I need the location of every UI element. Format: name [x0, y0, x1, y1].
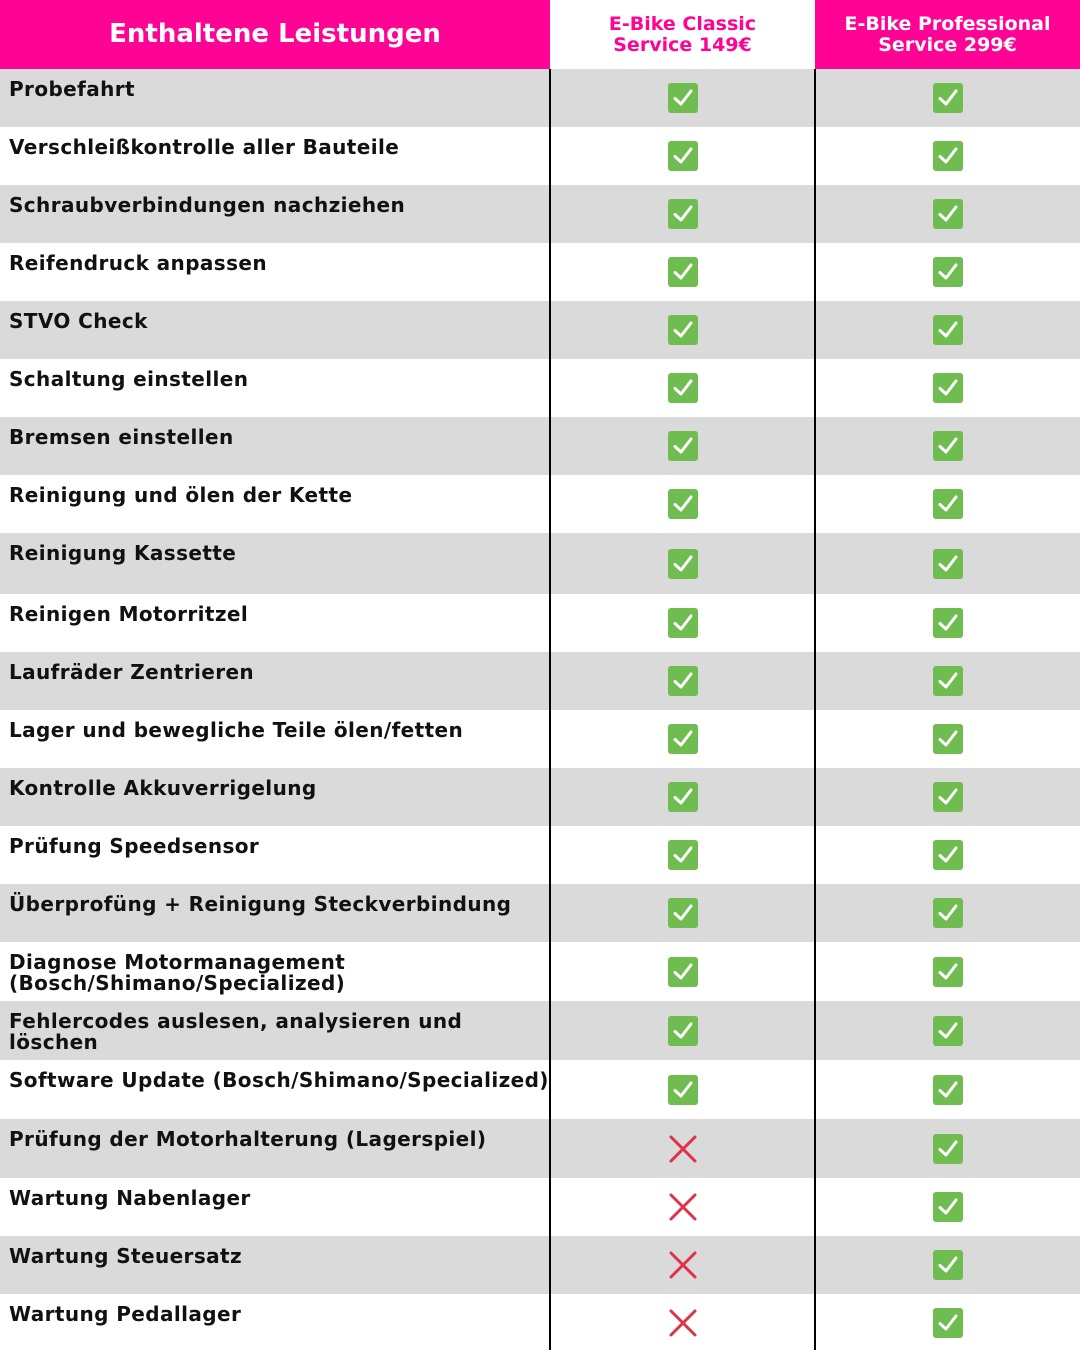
- professional-cell: [815, 652, 1080, 710]
- table-row: [0, 710, 1080, 768]
- table-row: [0, 1119, 1080, 1178]
- table-row: [0, 533, 1080, 594]
- check-icon: [933, 1075, 963, 1105]
- check-icon: [668, 782, 698, 812]
- feature-label: Prüfung Speedsensor: [9, 834, 260, 858]
- classic-cell: [550, 710, 815, 768]
- feature-label: Schraubverbindungen nachziehen: [9, 193, 406, 217]
- classic-cell: [550, 417, 815, 475]
- feature-label: Reifendruck anpassen: [9, 251, 268, 275]
- check-icon: [668, 83, 698, 113]
- check-icon: [668, 666, 698, 696]
- feature-label: Verschleißkontrolle aller Bauteile: [9, 135, 400, 159]
- table-row: [0, 1294, 1080, 1352]
- professional-cell: [815, 1178, 1080, 1236]
- column-divider: [814, 69, 816, 1350]
- table-body: [0, 69, 1080, 1352]
- classic-cell: [550, 942, 815, 1001]
- check-icon: [933, 1308, 963, 1338]
- check-icon: [933, 199, 963, 229]
- check-icon: [933, 83, 963, 113]
- cross-icon: [668, 1250, 698, 1280]
- classic-cell: [550, 127, 815, 185]
- feature-label: Prüfung der Motorhalterung (Lagerspiel): [9, 1127, 487, 1151]
- professional-cell: [815, 826, 1080, 884]
- classic-cell: [550, 1178, 815, 1236]
- professional-cell: [815, 884, 1080, 942]
- professional-cell: [815, 69, 1080, 127]
- check-icon: [933, 1250, 963, 1280]
- classic-service-header: [550, 0, 815, 69]
- features-column-header: [0, 0, 550, 69]
- check-icon: [668, 840, 698, 870]
- table-row: [0, 942, 1080, 1001]
- classic-cell: [550, 243, 815, 301]
- professional-cell: [815, 185, 1080, 243]
- check-icon: [668, 898, 698, 928]
- table-row: [0, 127, 1080, 185]
- professional-cell: [815, 1294, 1080, 1352]
- column-divider: [549, 69, 551, 1350]
- check-icon: [933, 431, 963, 461]
- check-icon: [668, 373, 698, 403]
- classic-cell: [550, 359, 815, 417]
- cross-icon: [668, 1308, 698, 1338]
- check-icon: [933, 315, 963, 345]
- classic-service-name: E-Bike Classic: [608, 12, 757, 35]
- check-icon: [933, 666, 963, 696]
- feature-label: Reinigung und ölen der Kette: [9, 483, 353, 507]
- check-icon: [668, 957, 698, 987]
- check-icon: [668, 724, 698, 754]
- check-icon: [668, 141, 698, 171]
- check-icon: [668, 549, 698, 579]
- check-icon: [933, 608, 963, 638]
- classic-cell: [550, 301, 815, 359]
- check-icon: [668, 199, 698, 229]
- check-icon: [668, 1075, 698, 1105]
- check-icon: [933, 898, 963, 928]
- table-row: [0, 1001, 1080, 1060]
- check-icon: [668, 257, 698, 287]
- classic-cell: [550, 652, 815, 710]
- check-icon: [933, 840, 963, 870]
- cross-icon: [668, 1134, 698, 1164]
- classic-cell: [550, 768, 815, 826]
- feature-label: STVO Check: [9, 309, 148, 333]
- cross-icon: [668, 1192, 698, 1222]
- classic-cell: [550, 69, 815, 127]
- check-icon: [933, 724, 963, 754]
- table-row: [0, 594, 1080, 652]
- classic-cell: [550, 594, 815, 652]
- table-row: [0, 417, 1080, 475]
- professional-cell: [815, 533, 1080, 594]
- check-icon: [933, 1016, 963, 1046]
- classic-service-price: Service 149€: [613, 33, 752, 56]
- check-icon: [933, 1192, 963, 1222]
- check-icon: [933, 373, 963, 403]
- table-row: [0, 243, 1080, 301]
- feature-label: Wartung Pedallager: [9, 1302, 242, 1326]
- classic-cell: [550, 185, 815, 243]
- table-row: [0, 475, 1080, 533]
- check-icon: [933, 257, 963, 287]
- classic-cell: [550, 475, 815, 533]
- check-icon: [668, 431, 698, 461]
- professional-service-header: [815, 0, 1080, 69]
- feature-label: Wartung Nabenlager: [9, 1186, 251, 1210]
- check-icon: [933, 957, 963, 987]
- table-header: [0, 0, 1080, 69]
- feature-label: Lager und bewegliche Teile ölen/fetten: [9, 718, 464, 742]
- professional-cell: [815, 475, 1080, 533]
- classic-cell: [550, 533, 815, 594]
- feature-label: Wartung Steuersatz: [9, 1244, 243, 1268]
- feature-label: Probefahrt: [9, 77, 136, 101]
- features-title: Enthaltene Leistungen: [109, 19, 441, 49]
- table-row: [0, 1178, 1080, 1236]
- check-icon: [933, 782, 963, 812]
- table-row: [0, 768, 1080, 826]
- professional-cell: [815, 1119, 1080, 1178]
- table-row: [0, 185, 1080, 243]
- professional-cell: [815, 768, 1080, 826]
- table-row: [0, 301, 1080, 359]
- professional-cell: [815, 127, 1080, 185]
- feature-label: Diagnose Motormanagement (Bosch/Shimano/Specialized): [9, 950, 346, 995]
- classic-cell: [550, 1294, 815, 1352]
- professional-cell: [815, 359, 1080, 417]
- table-row: [0, 1060, 1080, 1119]
- professional-service-name: E-Bike Professional: [844, 12, 1051, 35]
- check-icon: [933, 1134, 963, 1164]
- feature-label: Fehlercodes auslesen, analysieren und löschen: [9, 1009, 463, 1054]
- table-row: [0, 69, 1080, 127]
- professional-cell: [815, 301, 1080, 359]
- feature-label: Kontrolle Akkuverrigelung: [9, 776, 317, 800]
- check-icon: [933, 549, 963, 579]
- professional-cell: [815, 243, 1080, 301]
- table-row: [0, 826, 1080, 884]
- feature-label: Bremsen einstellen: [9, 425, 234, 449]
- professional-cell: [815, 417, 1080, 475]
- feature-label: Software Update (Bosch/Shimano/Specialized): [9, 1068, 549, 1092]
- professional-cell: [815, 594, 1080, 652]
- feature-label: Laufräder Zentrieren: [9, 660, 255, 684]
- check-icon: [933, 141, 963, 171]
- professional-cell: [815, 1060, 1080, 1119]
- feature-label: Überprofüng + Reinigung Steckverbindung: [9, 892, 512, 916]
- check-icon: [668, 489, 698, 519]
- classic-cell: [550, 1060, 815, 1119]
- classic-cell: [550, 1119, 815, 1178]
- professional-service-price: Service 299€: [878, 33, 1017, 56]
- classic-cell: [550, 826, 815, 884]
- feature-label: Reinigung Kassette: [9, 541, 237, 565]
- table-row: [0, 359, 1080, 417]
- professional-cell: [815, 710, 1080, 768]
- table-row: [0, 1236, 1080, 1294]
- check-icon: [668, 315, 698, 345]
- feature-label: Schaltung einstellen: [9, 367, 249, 391]
- check-icon: [933, 489, 963, 519]
- classic-cell: [550, 1001, 815, 1060]
- classic-cell: [550, 1236, 815, 1294]
- professional-cell: [815, 1001, 1080, 1060]
- table-row: [0, 884, 1080, 942]
- classic-cell: [550, 884, 815, 942]
- feature-label: Reinigen Motorritzel: [9, 602, 249, 626]
- professional-cell: [815, 1236, 1080, 1294]
- professional-cell: [815, 942, 1080, 1001]
- check-icon: [668, 1016, 698, 1046]
- check-icon: [668, 608, 698, 638]
- table-row: [0, 652, 1080, 710]
